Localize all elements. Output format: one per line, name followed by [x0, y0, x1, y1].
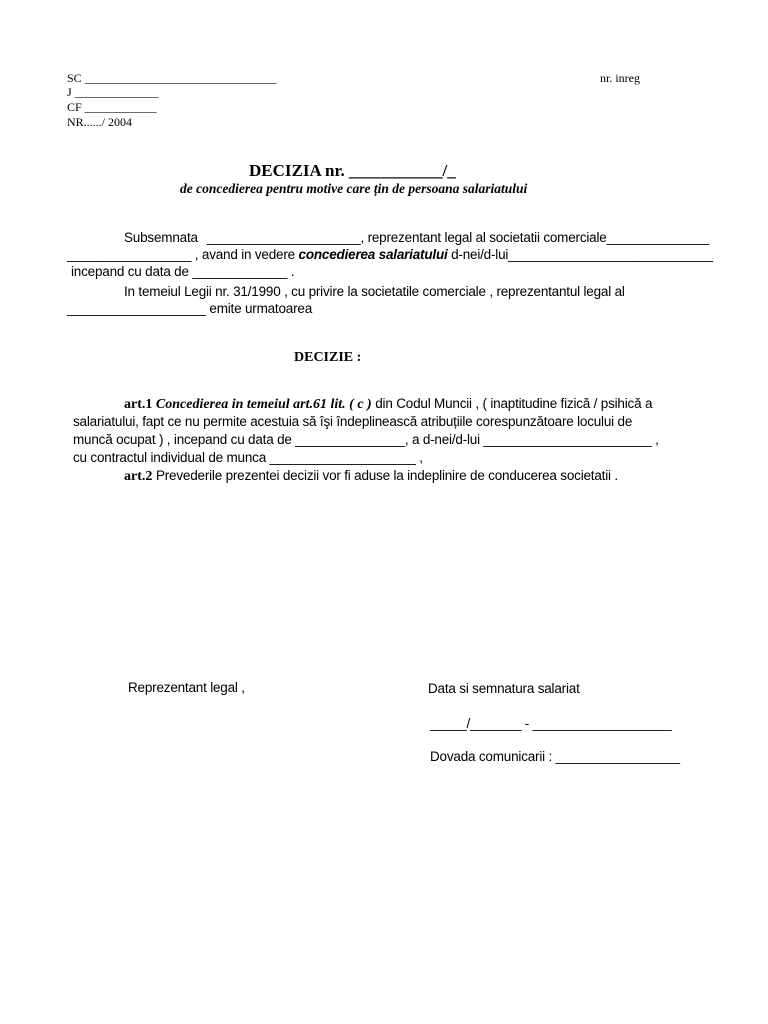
header-cf: CF ____________	[67, 100, 157, 114]
intro-line-3: incepand cu data de _____________ .	[71, 264, 295, 279]
intro-line-2a: _________________ , avand in vedere	[67, 247, 299, 262]
header-nr-inreg: nr. inreg	[600, 71, 640, 85]
signature-right-label: Data si semnatura salariat	[428, 681, 580, 696]
art1-line-2: salariatului, fapt ce nu permite acestuia să îşi îndeplinească atribuțiile corespunzătoare locului de	[73, 414, 633, 429]
art2-line	[124, 468, 618, 485]
decizie-heading: DECIZIE :	[294, 350, 362, 365]
header-j: J ______________	[67, 85, 159, 99]
intro-line-1a: Subsemnata	[124, 230, 198, 245]
intro-line-2-emphasis: concedierea salariatului	[298, 247, 448, 262]
intro-line-5: ___________________ emite urmatoarea	[67, 301, 313, 316]
art1-title: Concedierea in temeiul art.61 lit. ( c )	[155, 397, 372, 412]
intro-line-1b: _____________________, reprezentant legal al societatii comerciale______________	[207, 230, 709, 245]
art2-label: art.2	[124, 469, 153, 484]
art1-line-1	[124, 396, 652, 413]
art1-label: art.1	[124, 397, 153, 412]
dovada-comunicarii: Dovada comunicarii : _________________	[430, 749, 680, 764]
signature-date-line: _____/_______ - ___________________	[430, 716, 672, 731]
art1-line-4: cu contractul individual de munca ____________________ ,	[73, 450, 423, 465]
art2-text: Prevederile prezentei decizii vor fi aduse la indeplinire de conducerea societatii .	[152, 468, 618, 483]
intro-line-2	[67, 247, 713, 262]
document-subtitle: de concedierea pentru motive care țin de persoana salariatului	[180, 181, 528, 196]
intro-line-4: In temeiul Legii nr. 31/1990 , cu privire la societatile comerciale , reprezentantul legal al	[124, 284, 625, 299]
intro-line-2c: d-nei/d-lui____________________________	[447, 247, 713, 262]
header-sc: SC ________________________________	[67, 71, 277, 85]
art1-line-3: muncă ocupat ) , incepand cu data de _______________, a d-nei/d-lui _______________________ ,	[73, 432, 659, 447]
art1-line-1-rest: din Codul Muncii , ( inaptitudine fizică / psihică a	[371, 396, 653, 411]
header-nr: NR....../ 2004	[67, 115, 133, 129]
signature-left-label: Reprezentant legal ,	[128, 680, 245, 695]
document-title: DECIZIA nr. ___________/_	[249, 161, 456, 180]
